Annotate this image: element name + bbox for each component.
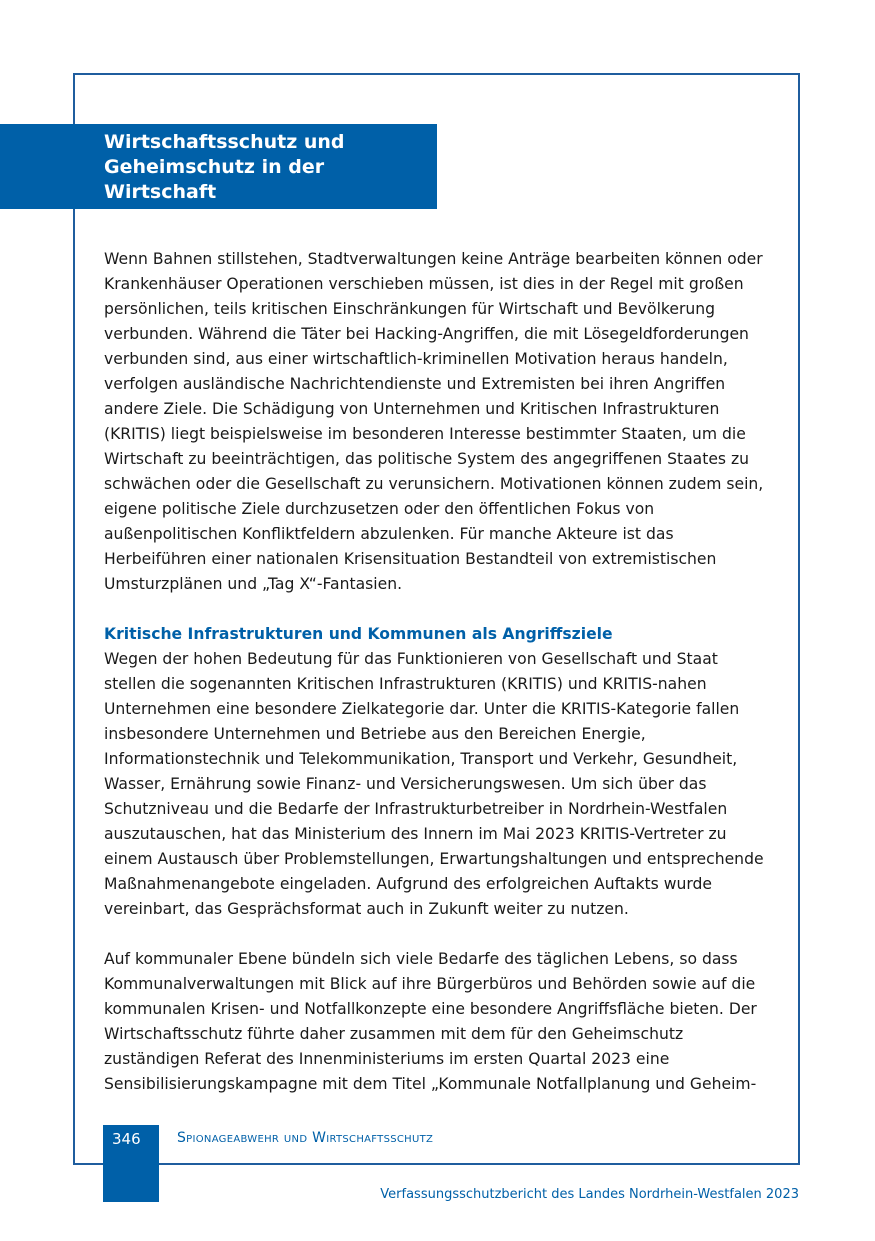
page-title: Wirtschaftsschutz und Geheimschutz in der Wirtschaft bbox=[104, 131, 345, 203]
paragraph-kritis: Wegen der hohen Bedeutung für das Funktionieren von Gesellschaft und Staat stellen die sogenannten Kritischen Infrastrukturen (KRITIS) und KRITIS-nahen Unternehmen eine besondere Zielkategorie dar. Unter die KRITIS-Kategorie fallen insbesondere Unternehmen und Betriebe aus den Bereichen Energie, Informationstechnik und Telekommunikation, Transport und Verkehr, Gesundheit, Wasser, Ernährung sowie Finanz- und Versicherungswesen. Um sich über das Schutzniveau und die Bedarfe der Infrastrukturbetreiber in Nordrhein-Westfalen auszutauschen, hat das Ministerium des Innern im Mai 2023 KRITIS-Vertreter zu einem Austausch über Problemstellungen, Erwartungshaltungen und entsprechende Maßnahmenangebote eingeladen. Aufgrund des erfolgreichen Auftakts wurde vereinbart, das Gesprächsformat auch in Zukunft weiter zu nutzen. bbox=[104, 650, 764, 918]
page-number: 346 bbox=[112, 1130, 141, 1148]
section-label: Spionageabwehr und Wirtschaftsschutz bbox=[177, 1130, 434, 1146]
body-content bbox=[104, 247, 772, 1097]
subheading: Kritische Infrastrukturen und Kommunen als Angriffsziele bbox=[104, 625, 613, 643]
footer-text: Verfassungsschutzbericht des Landes Nordrhein-Westfalen 2023 bbox=[380, 1187, 799, 1202]
paragraph-kommunen: Auf kommunaler Ebene bündeln sich viele Bedarfe des täglichen Lebens, so dass Kommunalverwaltungen mit Blick auf ihre Bürgerbüros und Behörden sowie auf die kommunalen Krisen- und Notfallkonzepte eine besondere Angriffsfläche bieten. Der Wirtschaftsschutz führte daher zusammen mit dem für den Geheimschutz zuständigen Referat des Innenministeriums im ersten Quartal 2023 eine Sensibilisierungskampagne mit dem Titel „Kommunale Notfallplanung und Geheim- bbox=[104, 950, 757, 1093]
title-band bbox=[0, 124, 437, 209]
paragraph-intro: Wenn Bahnen stillstehen, Stadtverwaltungen keine Anträge bearbeiten können oder Krankenhäuser Operationen verschieben müssen, ist dies in der Regel mit großen persönlichen, teils kritischen Einschränkungen für Wirtschaft und Bevölkerung verbunden. Während die Täter bei Hacking-Angriffen, die mit Lösegeldforderungen verbunden sind, aus einer wirtschaftlich-kriminellen Motivation heraus handeln, verfolgen ausländische Nachrichtendienste und Extremisten bei ihren Angriffen andere Ziele. Die Schädigung von Unternehmen und Kritischen Infrastrukturen (KRITIS) liegt beispielsweise im besonderen Interesse bestimmter Staaten, um die Wirtschaft zu beeinträchtigen, das politische System des angegriffenen Staates zu schwächen oder die Gesellschaft zu verunsichern. Motivationen können zudem sein, eigene politische Ziele durchzusetzen oder den öffentlichen Fokus von außenpolitischen Konfliktfeldern abzulenken. Für manche Akteure ist das Herbeiführen einer nationalen Krisensituation Bestandteil von extremistischen Umsturzplänen und „Tag X“-Fantasien. bbox=[104, 250, 764, 593]
